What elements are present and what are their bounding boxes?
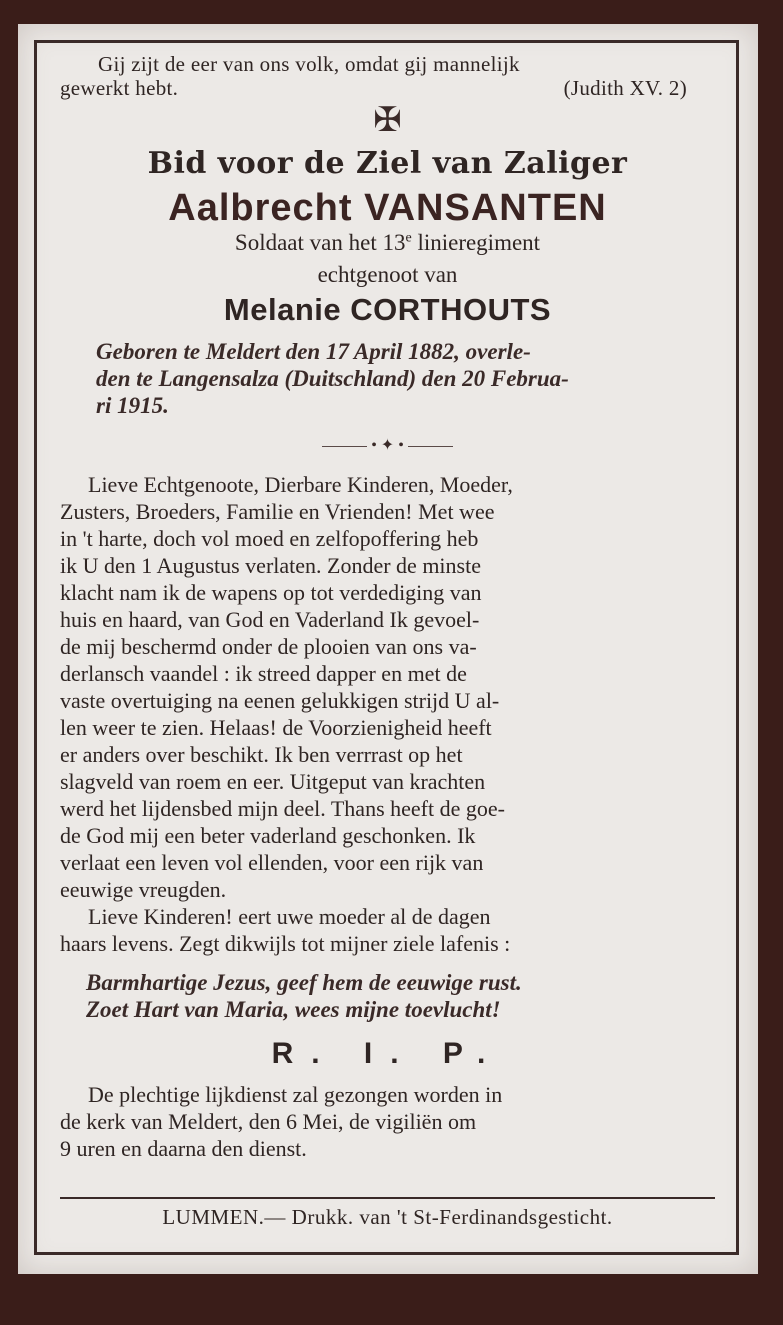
- body-line: Lieve Kinderen! eert uwe moeder al de dagen: [88, 904, 491, 929]
- body-line: haars levens. Zegt dikwijls tot mijner ziele lafenis :: [60, 931, 511, 956]
- rank-regiment: linieregiment: [411, 230, 541, 255]
- spouse-label: echtgenoot van: [317, 262, 458, 287]
- printer-credit: LUMMEN.— Drukk. van 't St-Ferdinandsgesticht.: [60, 1197, 715, 1230]
- body-line: slagveld van roem en eer. Uitgeput van krachten: [60, 769, 486, 794]
- card-content: [60, 52, 715, 1229]
- epigraph: [60, 52, 715, 100]
- body-line: huis en haard, van God en Vaderland Ik gevoel-: [60, 607, 480, 632]
- deceased-name: Aalbrecht VANSANTEN: [168, 187, 607, 229]
- dates-line: Geboren te Meldert den 17 April 1882, overle-: [96, 339, 531, 364]
- body-line: Zusters, Broeders, Familie en Vrienden! Met wee: [60, 499, 495, 524]
- rank-prefix: Soldaat van het 13: [234, 230, 406, 255]
- prayer-heading: Bid voor de Ziel van Zaliger: [147, 146, 628, 181]
- body-line: ik U den 1 Augustus verlaten. Zonder de minste: [60, 553, 481, 578]
- prayer-line: Barmhartige Jezus, geef hem de eeuwige rust.: [86, 970, 522, 995]
- body-line: in 't harte, doch vol moed en zelfopoffering heb: [60, 526, 479, 551]
- body-line: len weer te zien. Helaas! de Voorzienigheid heeft: [60, 715, 492, 740]
- body-line: de God mij een beter vaderland geschonken. Ik: [60, 823, 476, 848]
- service-line: 9 uren en daarna den dienst.: [60, 1136, 307, 1161]
- birth-death-dates: [60, 338, 715, 419]
- body-line: de mij beschermd onder de plooien van ons va-: [60, 634, 477, 659]
- epigraph-line-1: Gij zijt de eer van ons volk, omdat gij mannelijk: [98, 52, 520, 76]
- cross-pattee-icon: ✠: [373, 102, 402, 139]
- dates-line: den te Langensalza (Duitschland) den 20 Februa-: [96, 366, 569, 391]
- rank-ordinal: e: [405, 230, 412, 246]
- funeral-service-notice: [60, 1081, 715, 1162]
- farewell-text: [60, 471, 715, 957]
- spouse-name: Melanie CORTHOUTS: [223, 292, 552, 327]
- rip: R. I. P.: [271, 1037, 504, 1070]
- body-line: Lieve Echtgenoote, Dierbare Kinderen, Moeder,: [88, 472, 513, 497]
- service-line: De plechtige lijkdienst zal gezongen worden in: [88, 1082, 503, 1107]
- epigraph-line-2-text: gewerkt hebt.: [60, 76, 179, 100]
- epigraph-reference: (Judith XV. 2): [563, 76, 687, 100]
- body-line: werd het lijdensbed mijn deel. Thans heeft de goe-: [60, 796, 505, 821]
- closing-prayer: [60, 969, 715, 1023]
- body-line: verlaat een leven vol ellenden, voor een rijk van: [60, 850, 484, 875]
- dates-line: ri 1915.: [96, 393, 169, 418]
- epigraph-line-2: [60, 76, 715, 100]
- military-rank: [60, 230, 715, 256]
- prayer-line: Zoet Hart van Maria, wees mijne toevlucht!: [86, 997, 501, 1022]
- body-line: er anders over beschikt. Ik ben verrrast op het: [60, 742, 463, 767]
- body-line: derlansch vaandel : ik streed dapper en met de: [60, 661, 467, 686]
- body-line: eeuwige vreugden.: [60, 877, 227, 902]
- ornament-divider: • ✦ •: [60, 435, 715, 455]
- body-line: vaste overtuiging na eenen gelukkigen strijd U al-: [60, 688, 500, 713]
- service-line: de kerk van Meldert, den 6 Mei, de vigiliën om: [60, 1109, 477, 1134]
- body-line: klacht nam ik de wapens op tot verdediging van: [60, 580, 482, 605]
